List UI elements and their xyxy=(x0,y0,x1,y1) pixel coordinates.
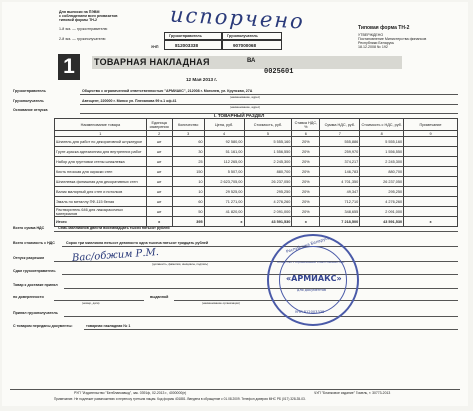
table-cell xyxy=(404,147,458,157)
table-cell: 7 218,500 xyxy=(320,217,360,227)
stamp-line-3: для документов xyxy=(297,288,327,292)
col-number: 9 xyxy=(404,131,458,137)
handed-line xyxy=(62,274,458,275)
footer-line-1: РУП "Издательство "Белбланкавыд", зак. 0391ф, 02-2013 г., 4000000(п) xyxy=(74,391,187,395)
table-cell: 92 580,00 xyxy=(204,137,244,147)
issued-by-label: выданной xyxy=(150,295,169,299)
table-cell: 112 265,00 xyxy=(204,157,244,167)
col-header: Стоимость, руб. xyxy=(244,119,292,131)
approved-line-4: 18.12.2008 № 192 xyxy=(358,45,388,49)
table-cell: Кисть плоская для окраски стен xyxy=(55,167,147,177)
table-cell: 1 556,550 xyxy=(244,147,292,157)
table-row xyxy=(55,147,458,157)
table-cell: 295,250 xyxy=(244,187,292,197)
shipper-hint: (наименование, адрес) xyxy=(230,95,261,99)
col-header: Стоимость с НДС, руб. xyxy=(360,119,404,131)
receiver-unp-header: Грузополучатель xyxy=(227,34,258,38)
table-cell: 20% xyxy=(292,147,320,157)
table-cell: 43 591,530 xyxy=(360,217,404,227)
col-header: Наименование товара xyxy=(55,119,147,131)
table-cell: Шпатлевка финишная для декоративных стен xyxy=(55,177,147,187)
receiver-value: Автоцент, 220000 г. Минск ул. Плеханова 99 к.1 оф.41 xyxy=(82,99,177,103)
table-cell: 146,783 xyxy=(320,167,360,177)
shipper-unp-value: 812003338 xyxy=(175,43,198,48)
table-cell: 348,655 xyxy=(320,207,360,217)
shipper-unp-header-cell xyxy=(164,32,222,40)
table-cell: 29 525,00 xyxy=(204,187,244,197)
table-row xyxy=(55,197,458,207)
section-title: I. ТОВАРНЫЙ РАЗДЕЛ xyxy=(214,113,265,118)
table-cell: 71 271,00 xyxy=(204,197,244,207)
table-row xyxy=(55,177,458,187)
table-cell: 20% xyxy=(292,167,320,177)
table-cell: 555,886 xyxy=(320,137,360,147)
table-cell: 30 xyxy=(172,147,204,157)
header-note-2: с соблюдением всех реквизитов xyxy=(59,14,118,18)
col-number: 5 xyxy=(244,131,292,137)
documents-value: товарная накладная № 1 xyxy=(86,324,131,328)
table-cell: 374,217 xyxy=(320,157,360,167)
table-cell xyxy=(404,137,458,147)
table-cell: шт xyxy=(146,187,172,197)
unp-label: УНП xyxy=(151,45,159,49)
table-cell: Грунт-краска адгезионная для внутренних работ xyxy=(55,147,147,157)
table-row xyxy=(55,157,458,167)
col-number: 4 xyxy=(204,131,244,137)
document-series: ВА xyxy=(247,58,256,64)
table-cell: шт xyxy=(146,197,172,207)
table-cell xyxy=(404,207,458,217)
table-cell: 20% xyxy=(292,197,320,207)
shipper-unp-cell xyxy=(164,40,222,50)
table-total-row xyxy=(55,217,458,227)
basis-line xyxy=(80,113,458,114)
table-cell: 2 245,300 xyxy=(244,157,292,167)
col-number: 7 xyxy=(320,131,360,137)
basis-label: Основание отпуска xyxy=(13,108,48,112)
copy-note-1: 1-й экз. — грузоотправителю xyxy=(59,27,108,31)
table-cell xyxy=(404,187,458,197)
stamp-company-name: «АРМИАКС» xyxy=(286,274,342,283)
table-cell: 259,970 xyxy=(320,147,360,157)
header-note-1: Для выписки на ПЭВМ xyxy=(59,10,100,14)
table-cell: 4 276,260 xyxy=(360,197,404,207)
table-cell: 4 276,260 xyxy=(244,197,292,207)
header-note-3: типовой формы ТН-2 xyxy=(59,18,98,22)
receiver-unp-header-cell xyxy=(222,32,282,40)
table-cell: 49,347 xyxy=(320,187,360,197)
approved-line-1: УТВЕРЖДЕНО xyxy=(358,33,384,37)
table-cell: 20% xyxy=(292,187,320,197)
table-cell: шт xyxy=(146,207,172,217)
copy-note-2: 2-й экз. — грузополучателю xyxy=(59,37,106,41)
shipper-line xyxy=(80,94,458,95)
receiver-unp-value: 907000068 xyxy=(233,43,256,48)
table-cell: 880,700 xyxy=(244,167,292,177)
footer-line-2: Примечание. Не подлежит размножению и переносу третьим лицам. Код формы 401881. Введена в обращение с 01.08.2009. Телефон доверия МНС РБ (017) 328-35-03. xyxy=(54,397,306,401)
documents-line xyxy=(84,329,458,330)
approved-line-2: Постановление Министерства финансов xyxy=(358,37,427,41)
table-cell: 26 237,050 xyxy=(244,177,292,187)
released-label: Отпуск разрешил xyxy=(13,256,45,260)
table-cell: 60 xyxy=(172,137,204,147)
table-cell: х xyxy=(204,217,244,227)
table-cell: 2 091,000 xyxy=(360,207,404,217)
footer-rule xyxy=(10,389,460,390)
table-cell: 5 507,00 xyxy=(204,167,244,177)
released-line xyxy=(54,261,458,262)
col-number: 2 xyxy=(146,131,172,137)
table-cell: 20% xyxy=(292,137,320,147)
table-cell: 5 555,160 xyxy=(360,137,404,147)
receiver-unp-cell xyxy=(222,40,282,50)
table-cell xyxy=(404,177,458,187)
document-date: 12 Мая 2013 г. xyxy=(186,77,218,82)
table-cell: 2 623,705,00 xyxy=(204,177,244,187)
table-cell: Итого xyxy=(55,217,147,227)
col-number: 6 xyxy=(292,131,320,137)
shipper-value: Общество с ограниченной ответственностью "АРМИАКС", 212008 г. Могилев, ул. Крупская, 27А xyxy=(82,89,253,93)
col-header: Цена, руб. xyxy=(204,119,244,131)
vat-total-line xyxy=(54,231,458,232)
col-header: Примечание xyxy=(404,119,458,131)
receiver-hint: (наименование, адрес) xyxy=(230,105,261,109)
receiver-line xyxy=(80,104,458,105)
table-cell: 51 161,00 xyxy=(204,147,244,157)
table-cell: 880,700 xyxy=(360,167,404,177)
table-cell: 20% xyxy=(292,177,320,187)
issued-hint: (наименование организации) xyxy=(202,301,240,305)
grand-total-line xyxy=(62,246,458,247)
table-cell xyxy=(404,167,458,177)
items-table xyxy=(54,118,458,227)
table-cell: 25 xyxy=(172,157,204,167)
received-label: Принял грузополучатель xyxy=(13,311,58,315)
copy-number-badge: 1 xyxy=(58,54,80,80)
table-cell: х xyxy=(292,217,320,227)
table-cell: Набор для грунтовки стены шпаклевка xyxy=(55,157,147,167)
table-cell xyxy=(404,197,458,207)
vat-total-label: Всего сумма НДС xyxy=(13,226,45,230)
table-cell: шт xyxy=(146,177,172,187)
col-header: Ставка НДС, % xyxy=(292,119,320,131)
power-of-attorney-label: по доверенности xyxy=(13,295,44,299)
col-number: 8 xyxy=(360,131,404,137)
table-header-row xyxy=(55,119,458,131)
shipper-label: Грузоотправитель xyxy=(13,89,46,93)
table-cell: 20% xyxy=(292,207,320,217)
table-cell xyxy=(404,157,458,167)
released-hint: (должность, фамилия, инициалы, подпись) xyxy=(152,262,209,266)
stamp-line-4: УНП 812003338 xyxy=(295,310,325,314)
form-name: Типовая форма ТН-2 xyxy=(358,25,410,31)
table-cell: 2 245,300 xyxy=(360,157,404,167)
goods-accepted-label: Товар к доставке принял xyxy=(13,283,58,287)
col-header: Количество xyxy=(172,119,204,131)
table-cell: 5 555,160 xyxy=(244,137,292,147)
table-cell: 41 820,00 xyxy=(204,207,244,217)
table-cell: шт xyxy=(146,157,172,167)
company-stamp xyxy=(267,234,359,326)
footer-line-1-right: ЧУП "Бланковое издание" Гомель, т. 30773-2013 xyxy=(314,391,391,395)
col-number: 1 xyxy=(55,131,147,137)
document-number: 0025601 xyxy=(264,68,294,76)
table-cell: шт xyxy=(146,167,172,177)
table-cell: 1 556,550 xyxy=(360,147,404,157)
approved-line-3: Республики Беларусь xyxy=(358,41,395,45)
table-cell: Валик малярный для стен и потолков xyxy=(55,187,147,197)
table-cell: 20% xyxy=(292,157,320,167)
table-row xyxy=(55,207,458,217)
stamp-line-1: Республика Беларусь xyxy=(285,235,331,254)
document-title: ТОВАРНАЯ НАКЛАДНАЯ xyxy=(94,57,210,67)
table-cell: 43 591,530 xyxy=(244,217,292,227)
col-header: Единица измерения xyxy=(146,119,172,131)
table-cell: Эмаль по металлу ПФ-115 белая xyxy=(55,197,147,207)
table-row xyxy=(55,167,458,177)
receiver-label: Грузополучатель xyxy=(13,99,44,103)
shipper-unp-header: Грузоотправитель xyxy=(169,34,202,38)
table-cell: 395 xyxy=(172,217,204,227)
table-cell: 10 xyxy=(172,187,204,197)
table-cell: шт xyxy=(146,137,172,147)
table-cell: 60 xyxy=(172,197,204,207)
table-cell: х xyxy=(146,217,172,227)
table-cell: шт xyxy=(146,147,172,157)
table-cell: 295,250 xyxy=(360,187,404,197)
power-hint: (номер, дата) xyxy=(82,301,100,305)
signature-handwritten: Вас/обжим Р.М. xyxy=(71,246,160,265)
table-cell: 2 091,000 xyxy=(244,207,292,217)
vat-total-words: Семь миллионов двести восемнадцать тысяч пятьсот рублей xyxy=(58,226,170,230)
table-cell: 4 701,350 xyxy=(320,177,360,187)
table-cell: 712,710 xyxy=(320,197,360,207)
table-cell: 10 xyxy=(172,177,204,187)
handed-label: Сдал грузоотправитель xyxy=(13,269,56,273)
stamp-line-2: Общество с ограниченной ответственностью xyxy=(277,260,345,264)
table-row xyxy=(55,137,458,147)
table-row xyxy=(55,187,458,197)
grand-total-label: Всего стоимость с НДС xyxy=(13,241,55,245)
table-cell: 50 xyxy=(172,207,204,217)
table-cell: 26 237,050 xyxy=(360,177,404,187)
received-line xyxy=(64,316,458,317)
table-cell: х xyxy=(404,217,458,227)
document-page xyxy=(2,2,468,406)
spoiled-handwritten-note: испорчено xyxy=(169,2,306,34)
table-cell: Растворитель 646 для лакокрасочных материалов xyxy=(55,207,147,217)
goods-accepted-line xyxy=(64,288,458,289)
grand-total-words: Сорок три миллиона пятьсот девяносто одна тысяча пятьсот тридцать рублей xyxy=(66,241,209,245)
documents-label: С товаром переданы документы: xyxy=(13,324,73,328)
table-cell: Шпатель для работ по декоративной штукатурке xyxy=(55,137,147,147)
col-number: 3 xyxy=(172,131,204,137)
table-cell: 150 xyxy=(172,167,204,177)
col-header: Сумма НДС, руб. xyxy=(320,119,360,131)
